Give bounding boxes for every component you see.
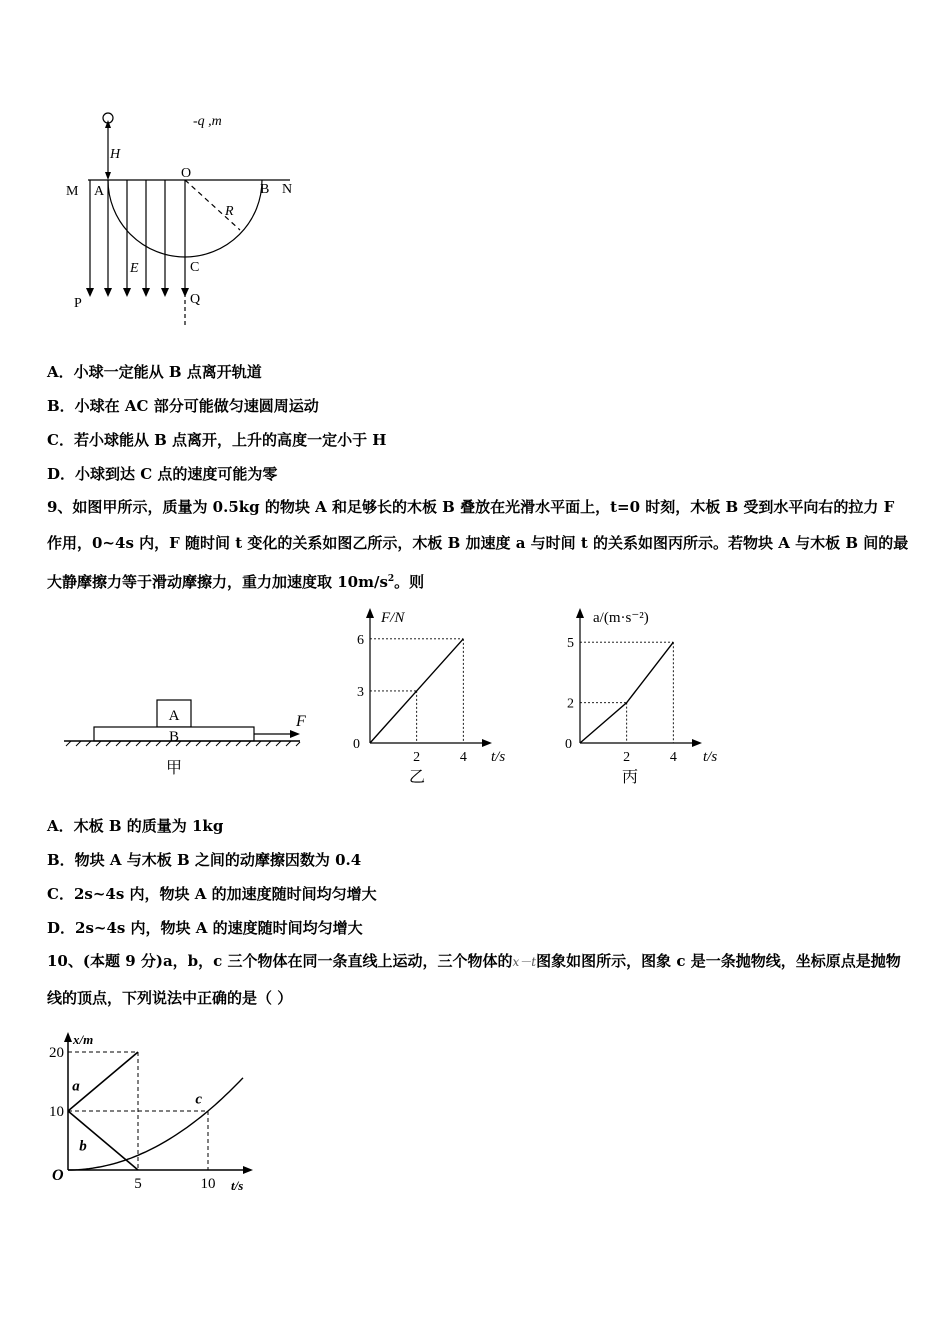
q9-option-d: D．2s~4s 内，物块 A 的速度随时间均匀增大: [47, 919, 363, 937]
q9-stem: [47, 489, 909, 600]
label-p: P: [74, 296, 82, 311]
q9-option-b: B．物块 A 与木板 B 之间的动摩擦因数为 0.4: [47, 851, 362, 869]
caption-jia: 甲: [165, 760, 183, 777]
x-tick-2: 2: [413, 750, 421, 765]
origin-label: 0: [565, 737, 572, 752]
q9-stem-end: 。则: [394, 573, 425, 591]
q10-stem: [47, 943, 909, 1016]
x-tick-4: 4: [669, 750, 677, 765]
q8-option-a: A．小球一定能从 B 点离开轨道: [47, 363, 262, 381]
y-tick-6: 6: [357, 632, 364, 648]
block-a-label: A: [168, 708, 180, 724]
caption-bing: 丙: [621, 769, 639, 786]
q9-stem-text: 9、如图甲所示，质量为 0.5kg 的物块 A 和足够长的木板 B 叠放在光滑水平面上，t=0 时刻，木板 B 受到水平向右的拉力 F 作用，0~4s 内，F 随时间 t 变化的关系如图乙所示，木板 B 加速度 a 与时间 t 的关系如图丙所示。若物块 A 与木板 B 间的最大静摩擦力等于滑动摩擦力，重力加速度取 10m/s: [47, 498, 909, 591]
series-a-label: a: [72, 1078, 80, 1095]
q9-stem-sup: 2: [387, 574, 395, 584]
label-b: B: [260, 182, 270, 197]
y-tick-10: 10: [49, 1104, 64, 1120]
label-r: R: [225, 204, 234, 219]
q10-chart: [40, 1028, 270, 1198]
q8-figure: [60, 105, 310, 330]
x-tick-2: 2: [623, 750, 631, 765]
x-axis-label: t/s: [703, 749, 718, 765]
q8-option-c: C．若小球能从 B 点离开，上升的高度一定小于 H: [47, 431, 387, 449]
series-b-label: b: [79, 1138, 87, 1155]
y-axis-label: F/N: [381, 610, 405, 626]
origin-label: 0: [353, 737, 360, 752]
label-a: A: [94, 184, 105, 199]
charge-label: -q ,m: [193, 114, 222, 129]
q10-stem-text: 10、(本题 9 分)a，b，c 三个物体在同一条直线上运动，三个物体的: [47, 952, 513, 970]
q9-chart-bing: [555, 600, 735, 790]
x-axis-label: t/s: [231, 1178, 244, 1193]
label-e: E: [130, 261, 139, 276]
board-b-label: B: [168, 729, 180, 745]
y-tick-5: 5: [567, 636, 574, 652]
y-axis-label: a/(m·s⁻²): [593, 610, 649, 626]
x-tick-10: 10: [200, 1176, 216, 1192]
x-axis-label: t/s: [491, 749, 506, 765]
q8-option-b: B．小球在 AC 部分可能做匀速圆周运动: [47, 397, 319, 415]
y-axis-label: x/m: [73, 1032, 94, 1047]
y-tick-2: 2: [567, 696, 574, 712]
label-q: Q: [190, 292, 201, 307]
label-h: H: [110, 147, 121, 162]
q9-chart-yi: [345, 600, 530, 790]
x-tick-5: 5: [134, 1176, 142, 1192]
series-c-label: c: [195, 1091, 203, 1108]
q9-option-c: C．2s~4s 内，物块 A 的加速度随时间均匀增大: [47, 885, 377, 903]
q9-figure-jia: [60, 690, 330, 780]
x-tick-4: 4: [459, 750, 467, 765]
q10-xt-symbol: x－t: [512, 955, 537, 969]
q10-stem-end: 图象如图所示，图象 c 是一条抛物线，坐标原点是抛物线的顶点，下列说法中正确的是（ ）: [47, 952, 901, 1007]
label-n: N: [282, 182, 293, 197]
label-c: C: [190, 260, 200, 275]
caption-yi: 乙: [408, 769, 426, 786]
y-tick-20: 20: [49, 1045, 64, 1061]
y-tick-3: 3: [357, 684, 364, 700]
origin-label: O: [52, 1167, 64, 1184]
label-o: O: [181, 166, 192, 181]
q9-option-a: A．木板 B 的质量为 1kg: [47, 817, 224, 835]
q8-option-d: D．小球到达 C 点的速度可能为零: [47, 465, 278, 483]
label-m: M: [66, 184, 79, 199]
series-c-curve: [68, 1078, 243, 1170]
force-label: F: [296, 713, 306, 730]
